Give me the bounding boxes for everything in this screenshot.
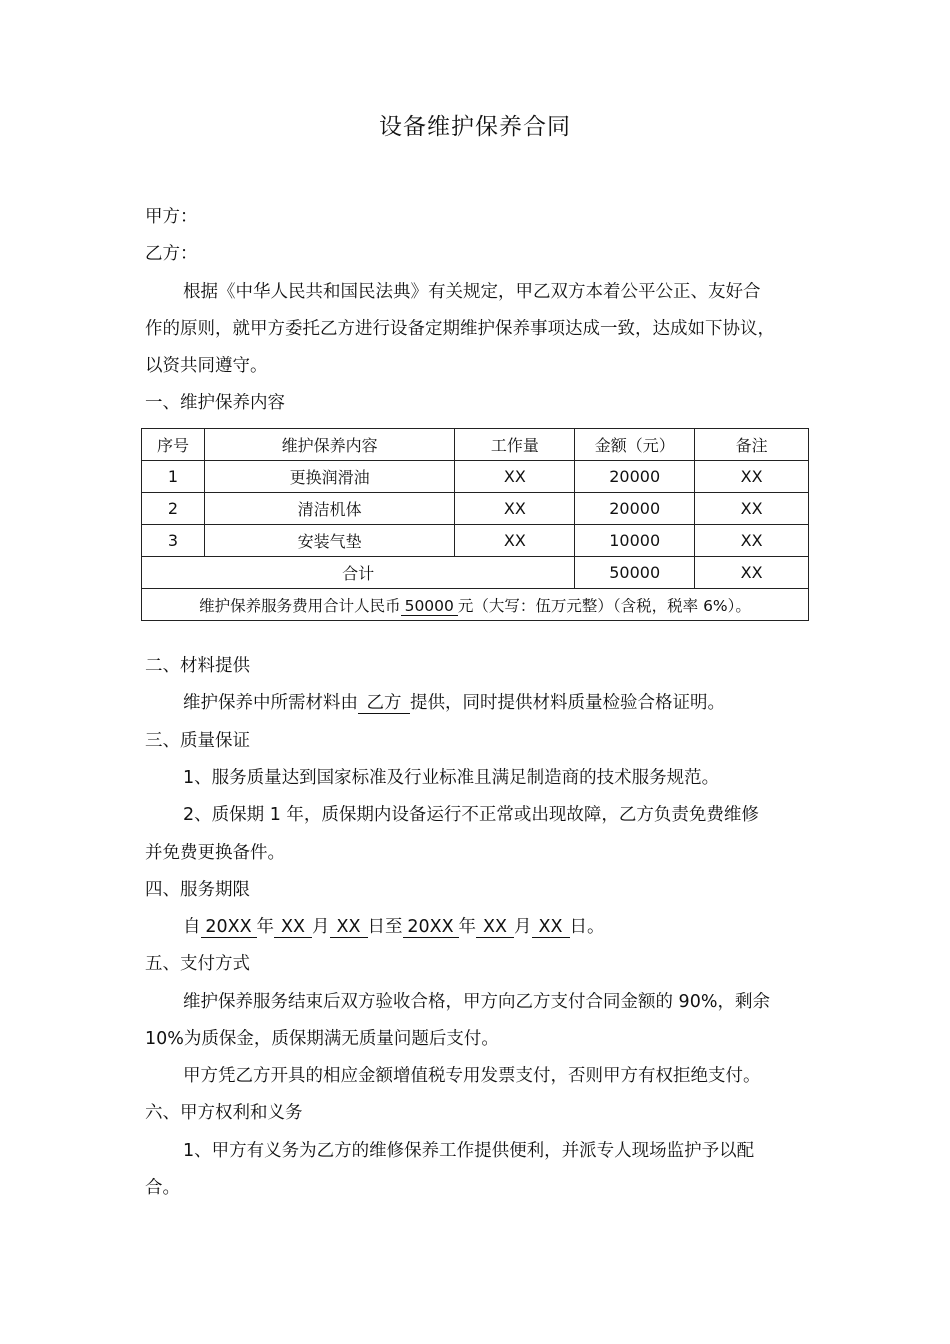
party-a-label: 甲方： <box>145 207 198 227</box>
section1-heading: 一、维护保养内容 <box>145 393 285 413</box>
cell-workload: XX <box>455 461 575 493</box>
section3-item2-line2: 并免费更换备件。 <box>145 843 285 863</box>
start-year-field: 20XX <box>201 917 257 938</box>
cell-content: 更换润滑油 <box>204 461 455 493</box>
section5-heading: 五、支付方式 <box>145 954 250 974</box>
maintenance-table <box>141 428 809 621</box>
intro-line-3: 以资共同遵守。 <box>145 356 268 376</box>
cell-note: XX <box>695 525 809 557</box>
year-label: 年 <box>256 917 274 937</box>
start-month-field: XX <box>274 917 312 938</box>
section5-para1-line1: 维护保养服务结束后双方验收合格，甲方向乙方支付合同金额的 90%，剩余 <box>183 992 770 1012</box>
header-amount: 金额（元） <box>575 429 695 461</box>
table-row <box>142 493 809 525</box>
cell-note: XX <box>695 461 809 493</box>
summary-prefix: 维护保养服务费用合计人民币 <box>199 596 401 615</box>
total-label: 合计 <box>142 557 575 589</box>
end-year-field: 20XX <box>403 917 459 938</box>
table-summary-row <box>142 589 809 621</box>
cell-workload: XX <box>455 493 575 525</box>
table-row <box>142 525 809 557</box>
section6-item1-line1: 1、甲方有义务为乙方的维修保养工作提供便利，并派专人现场监护予以配 <box>183 1141 755 1161</box>
supplier-field: 乙方 <box>358 693 410 714</box>
header-workload: 工作量 <box>455 429 575 461</box>
to-label: 日至 <box>367 917 403 937</box>
table-header-row <box>142 429 809 461</box>
cell-note: XX <box>695 493 809 525</box>
year-label: 年 <box>458 917 476 937</box>
document-title: 设备维护保养合同 <box>379 114 571 140</box>
cell-amount: 10000 <box>575 525 695 557</box>
cell-workload: XX <box>455 525 575 557</box>
header-note: 备注 <box>695 429 809 461</box>
table-row <box>142 461 809 493</box>
section4-heading: 四、服务期限 <box>145 880 250 900</box>
cell-amount: 20000 <box>575 461 695 493</box>
month-label: 月 <box>514 917 532 937</box>
section2-text-suffix: 提供，同时提供材料质量检验合格证明。 <box>410 693 725 713</box>
table-total-row <box>142 557 809 589</box>
service-period <box>183 915 605 939</box>
end-month-field: XX <box>476 917 514 938</box>
cell-index: 1 <box>142 461 205 493</box>
section5-para2: 甲方凭乙方开具的相应金额增值税专用发票支付，否则甲方有权拒绝支付。 <box>183 1066 761 1086</box>
party-b-label: 乙方： <box>145 244 198 264</box>
section2-text-prefix: 维护保养中所需材料由 <box>183 693 358 713</box>
day-end-label: 日。 <box>569 917 605 937</box>
header-content: 维护保养内容 <box>204 429 455 461</box>
total-note: XX <box>695 557 809 589</box>
intro-line-1: 根据《中华人民共和国民法典》有关规定，甲乙双方本着公平公正、友好合 <box>183 282 761 302</box>
section3-item2-line1: 2、质保期 1 年，质保期内设备运行不正常或出现故障，乙方负责免费维修 <box>183 805 759 825</box>
summary-cell <box>142 589 809 621</box>
cell-amount: 20000 <box>575 493 695 525</box>
section6-item1-line2: 合。 <box>145 1178 180 1198</box>
section3-heading: 三、质量保证 <box>145 731 250 751</box>
start-day-field: XX <box>330 917 368 938</box>
summary-amount: 50000 <box>401 597 458 616</box>
intro-line-2: 作的原则，就甲方委托乙方进行设备定期维护保养事项达成一致，达成如下协议， <box>145 319 775 339</box>
cell-index: 3 <box>142 525 205 557</box>
month-label: 月 <box>312 917 330 937</box>
section2-text <box>183 691 725 715</box>
header-index: 序号 <box>142 429 205 461</box>
from-label: 自 <box>183 917 201 937</box>
end-day-field: XX <box>532 917 570 938</box>
cell-index: 2 <box>142 493 205 525</box>
cell-content: 安装气垫 <box>204 525 455 557</box>
section3-item1: 1、服务质量达到国家标准及行业标准且满足制造商的技术服务规范。 <box>183 768 720 788</box>
cell-content: 清洁机体 <box>204 493 455 525</box>
summary-suffix: 元（大写：伍万元整）（含税，税率 6%）。 <box>457 596 751 615</box>
section2-heading: 二、材料提供 <box>145 656 250 676</box>
section6-heading: 六、甲方权利和义务 <box>145 1103 303 1123</box>
section5-para1-line2: 10%为质保金，质保期满无质量问题后支付。 <box>145 1029 499 1049</box>
total-amount: 50000 <box>575 557 695 589</box>
